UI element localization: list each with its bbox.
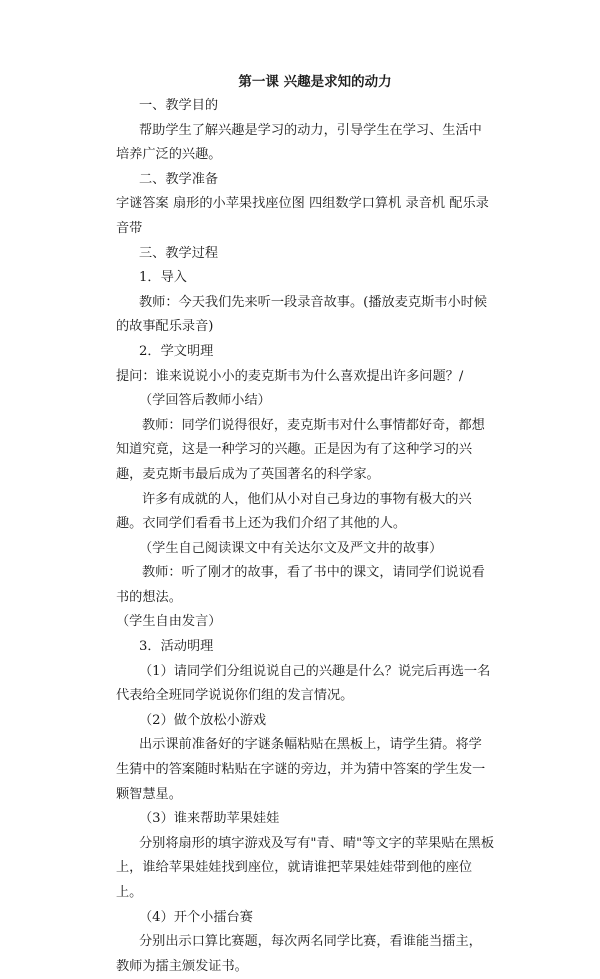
section-heading-process: 三、教学过程 (139, 245, 219, 261)
paragraph: （学生自己阅读课文中有关达尔文及严文井的故事） (139, 540, 443, 556)
paragraph: 分别出示口算比赛题，每次两名同学比赛，看谁能当擂主，教师为擂主颁发证书。 (116, 934, 482, 974)
subheading-activity: 3．活动明理 (139, 639, 214, 655)
paragraph: 许多有成就的人，他们从小对自己身边的事物有极大的兴趣。衣同学们看看书上还为我们介绍了其他的人。 (116, 491, 472, 532)
lesson-body (116, 94, 494, 979)
paragraph: （1）请同学们分组说说自己的兴趣是什么？说完后再选一名代表给全班同学说说你们组的发言情况。 (116, 663, 491, 704)
paragraph: 字谜答案 扇形的小苹果找座位图 四组数学口算机 录音机 配乐录音带 (116, 196, 489, 236)
subheading-intro: 1．导入 (139, 270, 187, 286)
section-heading-preparation: 二、教学准备 (139, 171, 219, 187)
paragraph: （3）谁来帮助苹果娃娃 (139, 811, 280, 827)
paragraph: 出示课前准备好的字谜条幅粘贴在黑板上，请学生猜。将学生猜中的答案随时粘贴在字谜的旁边，并为猜中答案的学生发一颗智慧星。 (116, 737, 486, 802)
section-heading-purpose: 一、教学目的 (139, 98, 219, 113)
paragraph: 帮助学生了解兴趣是学习的动力，引导学生在学习、生活中培养广泛的兴趣。 (116, 122, 482, 163)
paragraph: （学生自由发言） (116, 614, 222, 630)
paragraph: （4）开个小擂台赛 (139, 909, 253, 925)
paragraph: （2）做个放松小游戏 (139, 712, 267, 728)
paragraph: （学回答后教师小结） (139, 393, 271, 409)
page-title: 第一课 兴趣是求知的动力 (238, 74, 392, 90)
paragraph: 教师：听了刚才的故事，看了书中的课文，请同学们说说看书的想法。 (116, 565, 485, 605)
paragraph: 教师：同学们说得很好，麦克斯韦对什么事情都好奇，都想知道究竟，这是一种学习的兴趣。正是因为有了这种学习的兴趣，麦克斯韦最后成为了英国著名的科学家。 (116, 417, 485, 482)
paragraph: 提问：谁来说说小小的麦克斯韦为什么喜欢提出许多问题？/ (116, 368, 464, 384)
subheading-learn: 2．学文明理 (139, 343, 214, 359)
paragraph: 分别将扇形的填字游戏及写有"青、晴"等文字的苹果贴在黑板上，谁给苹果娃娃找到座位，就请谁把苹果娃娃带到他的座位上。 (116, 835, 495, 900)
paragraph: 教师：今天我们先来听一段录音故事。(播放麦克斯韦小时候的故事配乐录音) (116, 294, 488, 335)
